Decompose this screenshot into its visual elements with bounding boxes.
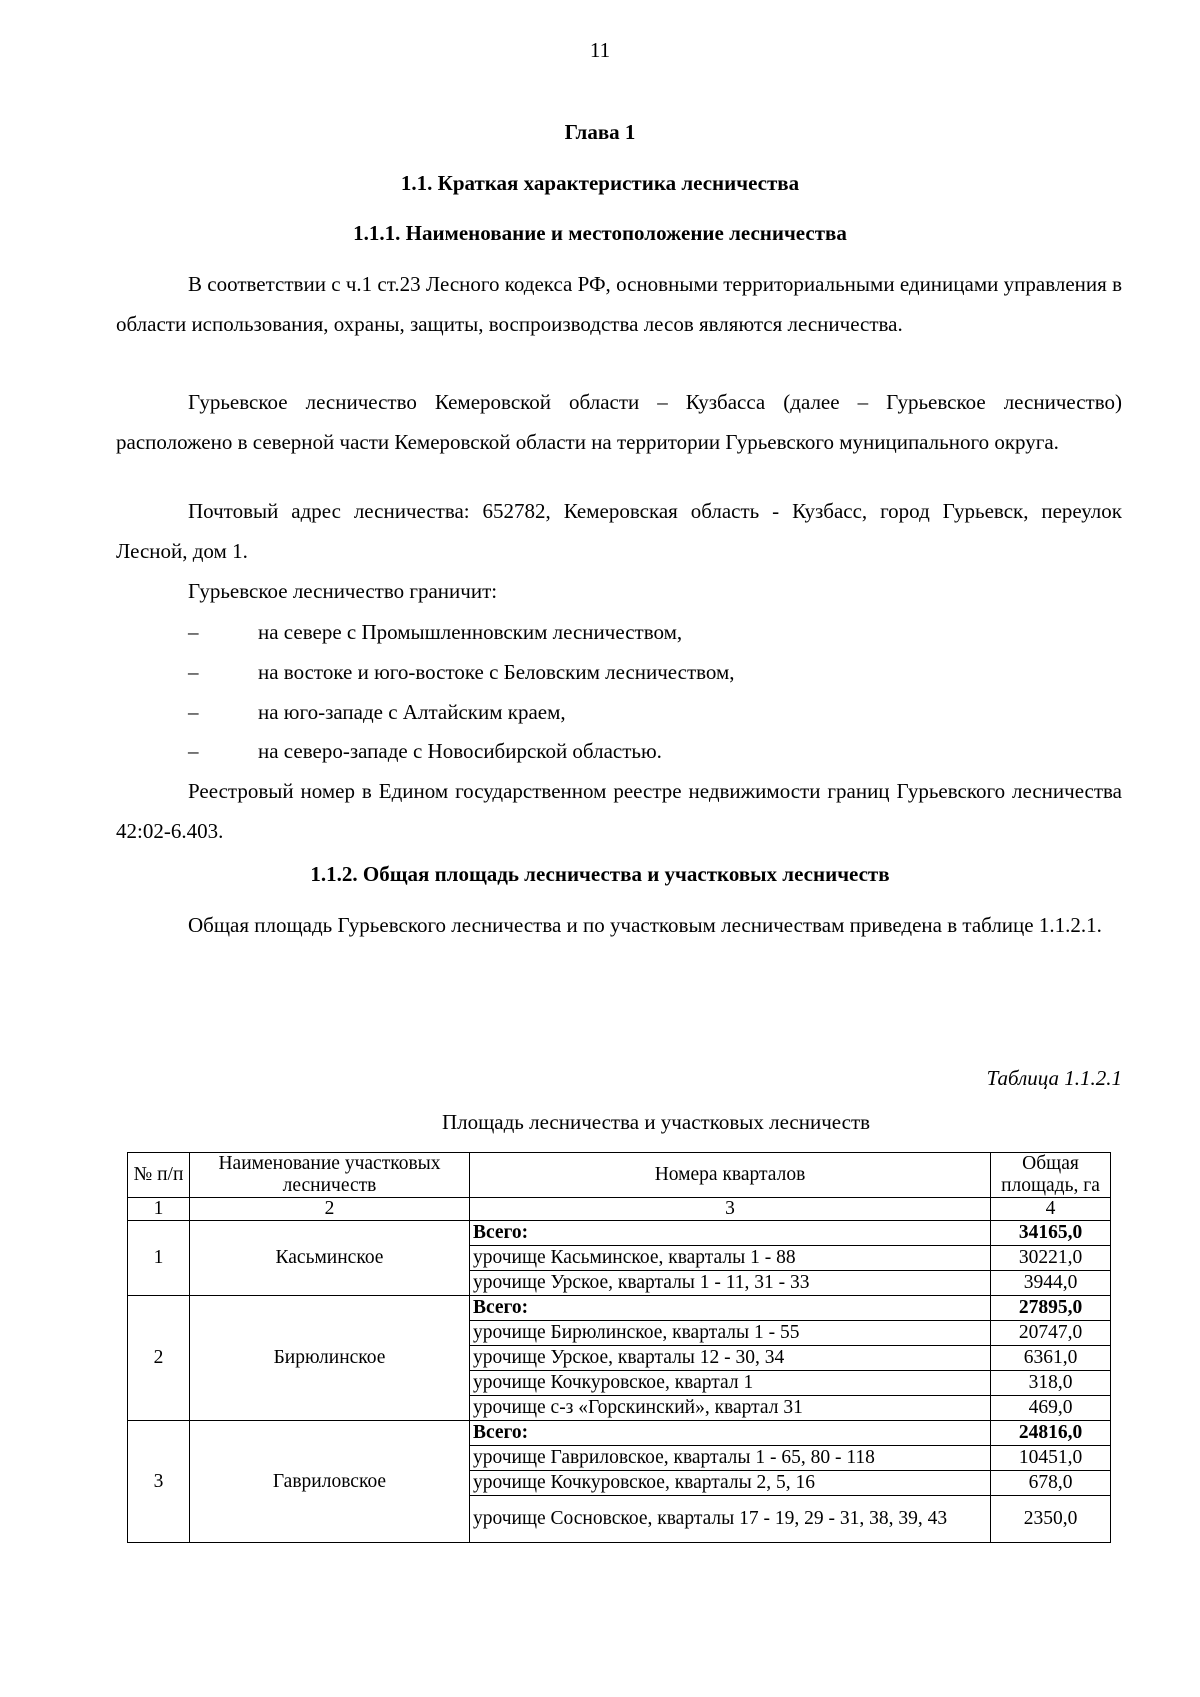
table-row — [128, 1421, 1111, 1446]
group-name: Касьминское — [190, 1221, 470, 1296]
quarters-cell: урочище Гавриловское, кварталы 1 - 65, 80 - 118 — [470, 1446, 991, 1471]
paragraph-borders-intro: Гурьевское лесничество граничит: — [188, 579, 498, 603]
total-label: Всего: — [470, 1421, 991, 1446]
table-header-row — [128, 1153, 1111, 1198]
header-quarters: Номера кварталов — [470, 1153, 991, 1198]
list-dash: – — [188, 700, 199, 724]
area-cell: 2350,0 — [991, 1496, 1111, 1543]
group-num: 1 — [128, 1221, 190, 1296]
area-table — [127, 1152, 1111, 1543]
area-cell: 30221,0 — [991, 1246, 1111, 1271]
area-cell: 678,0 — [991, 1471, 1111, 1496]
quarters-cell: урочище Кочкуровское, кварталы 2, 5, 16 — [470, 1471, 991, 1496]
header-area: Общая площадь, га — [991, 1153, 1111, 1198]
paragraph-legal-basis: В соответствии с ч.1 ст.23 Лесного кодекса РФ, основными территориальными единицами управления в области использования, охраны, защиты, воспроизводства лесов являются лесничества. — [116, 272, 1122, 336]
border-item-text: на севере с Промышленновским лесничеством, — [258, 620, 683, 644]
total-label: Всего: — [470, 1296, 991, 1321]
group-num: 3 — [128, 1421, 190, 1543]
quarters-cell: урочище Урское, кварталы 1 - 11, 31 - 33 — [470, 1271, 991, 1296]
total-area: 24816,0 — [991, 1421, 1111, 1446]
group-num: 2 — [128, 1296, 190, 1421]
area-cell: 318,0 — [991, 1371, 1111, 1396]
table-label: Таблица 1.1.2.1 — [986, 1066, 1122, 1090]
area-cell: 20747,0 — [991, 1321, 1111, 1346]
column-number-row — [128, 1198, 1111, 1221]
table-row — [128, 1221, 1111, 1246]
paragraph-postal-address: Почтовый адрес лесничества: 652782, Кемеровская область - Кузбасс, город Гурьевск, переулок Лесной, дом 1. — [116, 499, 1122, 563]
section-title: 1.1. Краткая характеристика лесничества — [400, 171, 800, 195]
header-name: Наименование участковых лесничеств — [190, 1153, 470, 1198]
quarters-cell: урочище Урское, кварталы 12 - 30, 34 — [470, 1346, 991, 1371]
quarters-cell: урочище Бирюлинское, кварталы 1 - 55 — [470, 1321, 991, 1346]
paragraph-location: Гурьевское лесничество Кемеровской области – Кузбасса (далее – Гурьевское лесничество) расположено в северной части Кемеровской области на территории Гурьевского муниципального округа. — [116, 390, 1122, 454]
column-number: 1 — [128, 1198, 190, 1221]
quarters-cell: урочище Касьминское, кварталы 1 - 88 — [470, 1246, 991, 1271]
paragraph-registry-number: Реестровый номер в Едином государственном реестре недвижимости границ Гурьевского лесничества 42:02-6.403. — [116, 779, 1122, 843]
list-dash: – — [188, 739, 199, 763]
subsection-title-1-1-2: 1.1.2. Общая площадь лесничества и участковых лесничеств — [310, 862, 890, 886]
total-label: Всего: — [470, 1221, 991, 1246]
area-cell: 10451,0 — [991, 1446, 1111, 1471]
table-title: Площадь лесничества и участковых лесничеств — [441, 1110, 871, 1134]
column-number: 3 — [470, 1198, 991, 1221]
quarters-cell: урочище с-з «Горскинский», квартал 31 — [470, 1396, 991, 1421]
page-number: 11 — [589, 38, 611, 62]
area-cell: 6361,0 — [991, 1346, 1111, 1371]
paragraph-area-intro: Общая площадь Гурьевского лесничества и по участковым лесничествам приведена в таблице 1.1.2.1. — [188, 913, 1102, 937]
quarters-cell: урочище Кочкуровское, квартал 1 — [470, 1371, 991, 1396]
border-item-text: на северо-западе с Новосибирской областью. — [258, 739, 662, 763]
header-num: № п/п — [128, 1153, 190, 1198]
subsection-title-1-1-1: 1.1.1. Наименование и местоположение лесничества — [353, 221, 847, 245]
list-dash: – — [188, 660, 199, 684]
border-item-text: на юго-западе с Алтайским краем, — [258, 700, 566, 724]
group-name: Гавриловское — [190, 1421, 470, 1543]
column-number: 2 — [190, 1198, 470, 1221]
list-dash: – — [188, 620, 199, 644]
area-cell: 469,0 — [991, 1396, 1111, 1421]
area-cell: 3944,0 — [991, 1271, 1111, 1296]
table-row — [128, 1296, 1111, 1321]
chapter-title: Глава 1 — [564, 120, 636, 144]
group-name: Бирюлинское — [190, 1296, 470, 1421]
quarters-cell: урочище Сосновское, кварталы 17 - 19, 29 - 31, 38, 39, 43 — [470, 1496, 991, 1543]
total-area: 27895,0 — [991, 1296, 1111, 1321]
border-item-text: на востоке и юго-востоке с Беловским лесничеством, — [258, 660, 735, 684]
column-number: 4 — [991, 1198, 1111, 1221]
total-area: 34165,0 — [991, 1221, 1111, 1246]
